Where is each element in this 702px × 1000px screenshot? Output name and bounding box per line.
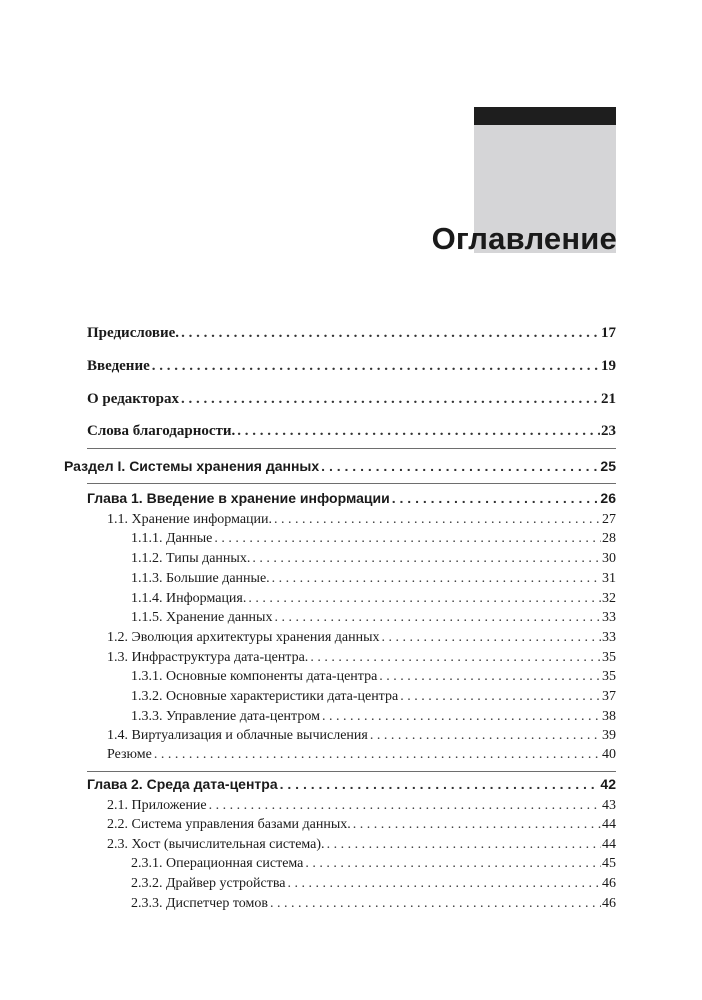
toc-entry-2-3[interactable] (107, 837, 616, 857)
toc-leader-dots (321, 458, 599, 474)
toc-entry-2-1[interactable] (107, 798, 616, 818)
toc-entry-label: 1.3.3. Управление дата-центром (131, 709, 320, 724)
toc-entry-label: 1.1.1. Данные (131, 531, 213, 546)
toc-entry-1-3-1[interactable] (131, 669, 616, 689)
toc-entry-label: 1.1. Хранение информации. (107, 512, 273, 527)
toc-entry-2-3-3[interactable] (131, 896, 616, 916)
toc-entry-label: Слова благодарности. (87, 423, 236, 439)
toc-entry-label: 1.3. Инфраструктура дата-центра. (107, 650, 309, 665)
toc-entry-page: 33 (602, 610, 616, 625)
toc-leader-dots (181, 325, 600, 342)
toc-leader-dots (214, 531, 601, 547)
page-title: Оглавление (431, 221, 617, 256)
toc-leader-dots (310, 650, 601, 666)
toc-leader-dots (370, 728, 601, 744)
toc-leader-dots (305, 856, 601, 872)
toc-entry-page: 28 (602, 531, 616, 546)
toc-entry-label: 1.1.2. Типы данных. (131, 551, 251, 566)
toc-entry-about-editors[interactable] (87, 391, 616, 411)
toc-entry-page: 45 (602, 856, 616, 871)
toc-leader-dots (209, 798, 601, 814)
toc-entry-page: 35 (602, 669, 616, 684)
toc-entry-label: 2.3.1. Операционная система (131, 856, 304, 871)
toc-entry-1-1[interactable] (107, 512, 616, 532)
toc-leader-dots (272, 571, 601, 587)
toc-entry-label: 2.3.3. Диспетчер томов (131, 896, 268, 911)
toc-entry-label: 1.1.5. Хранение данных (131, 610, 273, 625)
toc-entry-1-1-1[interactable] (131, 531, 616, 551)
toc-entry-page: 31 (602, 571, 616, 586)
toc-leader-dots (274, 512, 601, 528)
toc-entry-page: 46 (602, 876, 616, 891)
toc-entry-page: 44 (602, 837, 616, 852)
toc-entry-page: 42 (600, 776, 616, 792)
toc-entry-2-3-2[interactable] (131, 876, 616, 896)
toc-entry-label: 2.1. Приложение (107, 798, 207, 813)
section-divider (87, 483, 616, 484)
toc-entry-page: 35 (602, 650, 616, 665)
toc-entry-page: 33 (602, 630, 616, 645)
toc-leader-dots (274, 610, 601, 626)
toc-leader-dots (379, 669, 601, 685)
section-divider (87, 771, 616, 772)
toc-entry-label: 1.2. Эволюция архитектуры хранения данных (107, 630, 380, 645)
toc-entry-label: 1.1.3. Большие данные. (131, 571, 270, 586)
toc-entry-1-3[interactable] (107, 650, 616, 670)
toc-entry-page: 26 (600, 490, 616, 506)
toc-entry-page: 46 (602, 896, 616, 911)
toc-entry-page: 44 (602, 817, 616, 832)
toc-entry-1-1-3[interactable] (131, 571, 616, 591)
toc-leader-dots (382, 630, 601, 646)
toc-entry-page: 43 (602, 798, 616, 813)
toc-entry-label: 1.3.1. Основные компоненты дата-центра (131, 669, 378, 684)
toc-entry-page: 38 (602, 709, 616, 724)
toc-leader-dots (353, 817, 601, 833)
toc-leader-dots (181, 391, 600, 408)
toc-entry-label: Глава 1. Введение в хранение информации (87, 490, 390, 506)
toc-entry-summary[interactable] (107, 747, 616, 767)
toc-entry-2-2[interactable] (107, 817, 616, 837)
toc-entry-label: 2.3. Хост (вычислительная система). (107, 837, 325, 852)
toc-entry-1-4[interactable] (107, 728, 616, 748)
toc-entry-page: 23 (601, 423, 616, 439)
toc-entry-1-3-2[interactable] (131, 689, 616, 709)
toc-entry-acknowledgements[interactable] (87, 423, 616, 443)
toc-entry-page: 39 (602, 728, 616, 743)
toc-entry-label: 2.2. Система управления базами данных. (107, 817, 351, 832)
toc-leader-dots (280, 776, 600, 792)
toc-entry-page: 21 (601, 391, 616, 407)
toc-entry-page: 25 (600, 458, 616, 474)
toc-entry-label: 1.3.2. Основные характеристики дата-центра (131, 689, 399, 704)
toc-entry-page: 17 (601, 325, 616, 341)
toc-leader-dots (154, 747, 601, 763)
toc-leader-dots (252, 551, 601, 567)
toc-entry-1-1-5[interactable] (131, 610, 616, 630)
toc-leader-dots (237, 423, 600, 440)
toc-leader-dots (327, 837, 601, 853)
section-divider (87, 448, 616, 449)
toc-entry-page: 32 (602, 591, 616, 606)
toc-entry-chapter-2[interactable] (87, 776, 616, 796)
toc-leader-dots (322, 709, 601, 725)
toc-entry-1-1-4[interactable] (131, 591, 616, 611)
toc-entry-page: 40 (602, 747, 616, 762)
toc-leader-dots (400, 689, 601, 705)
toc-entry-label: 1.1.4. Информация. (131, 591, 247, 606)
toc-entry-label: 2.3.2. Драйвер устройства (131, 876, 286, 891)
toc-entry-1-2[interactable] (107, 630, 616, 650)
toc-leader-dots (248, 591, 601, 607)
toc-entry-page: 30 (602, 551, 616, 566)
toc-entry-introduction[interactable] (87, 358, 616, 378)
toc-entry-2-3-1[interactable] (131, 856, 616, 876)
toc-entry-chapter-1[interactable] (87, 490, 616, 510)
toc-entry-preface[interactable] (87, 325, 616, 345)
toc-entry-part-1[interactable] (64, 458, 616, 478)
toc-entry-label: Предисловие. (87, 325, 180, 341)
toc-leader-dots (392, 490, 600, 506)
toc-entry-1-3-3[interactable] (131, 709, 616, 729)
toc-entry-label: Глава 2. Среда дата-центра (87, 776, 278, 792)
toc-entry-label: 1.4. Виртуализация и облачные вычисления (107, 728, 368, 743)
toc-leader-dots (152, 358, 600, 375)
toc-entry-page: 19 (601, 358, 616, 374)
toc-entry-1-1-2[interactable] (131, 551, 616, 571)
toc-entry-label: Введение (87, 358, 150, 374)
toc-entry-page: 27 (602, 512, 616, 527)
toc-leader-dots (287, 876, 601, 892)
toc-entry-label: О редакторах (87, 391, 179, 407)
toc-entry-page: 37 (602, 689, 616, 704)
toc-leader-dots (270, 896, 601, 912)
toc-entry-label: Резюме (107, 747, 152, 762)
toc-entry-label: Раздел I. Системы хранения данных (64, 458, 320, 474)
